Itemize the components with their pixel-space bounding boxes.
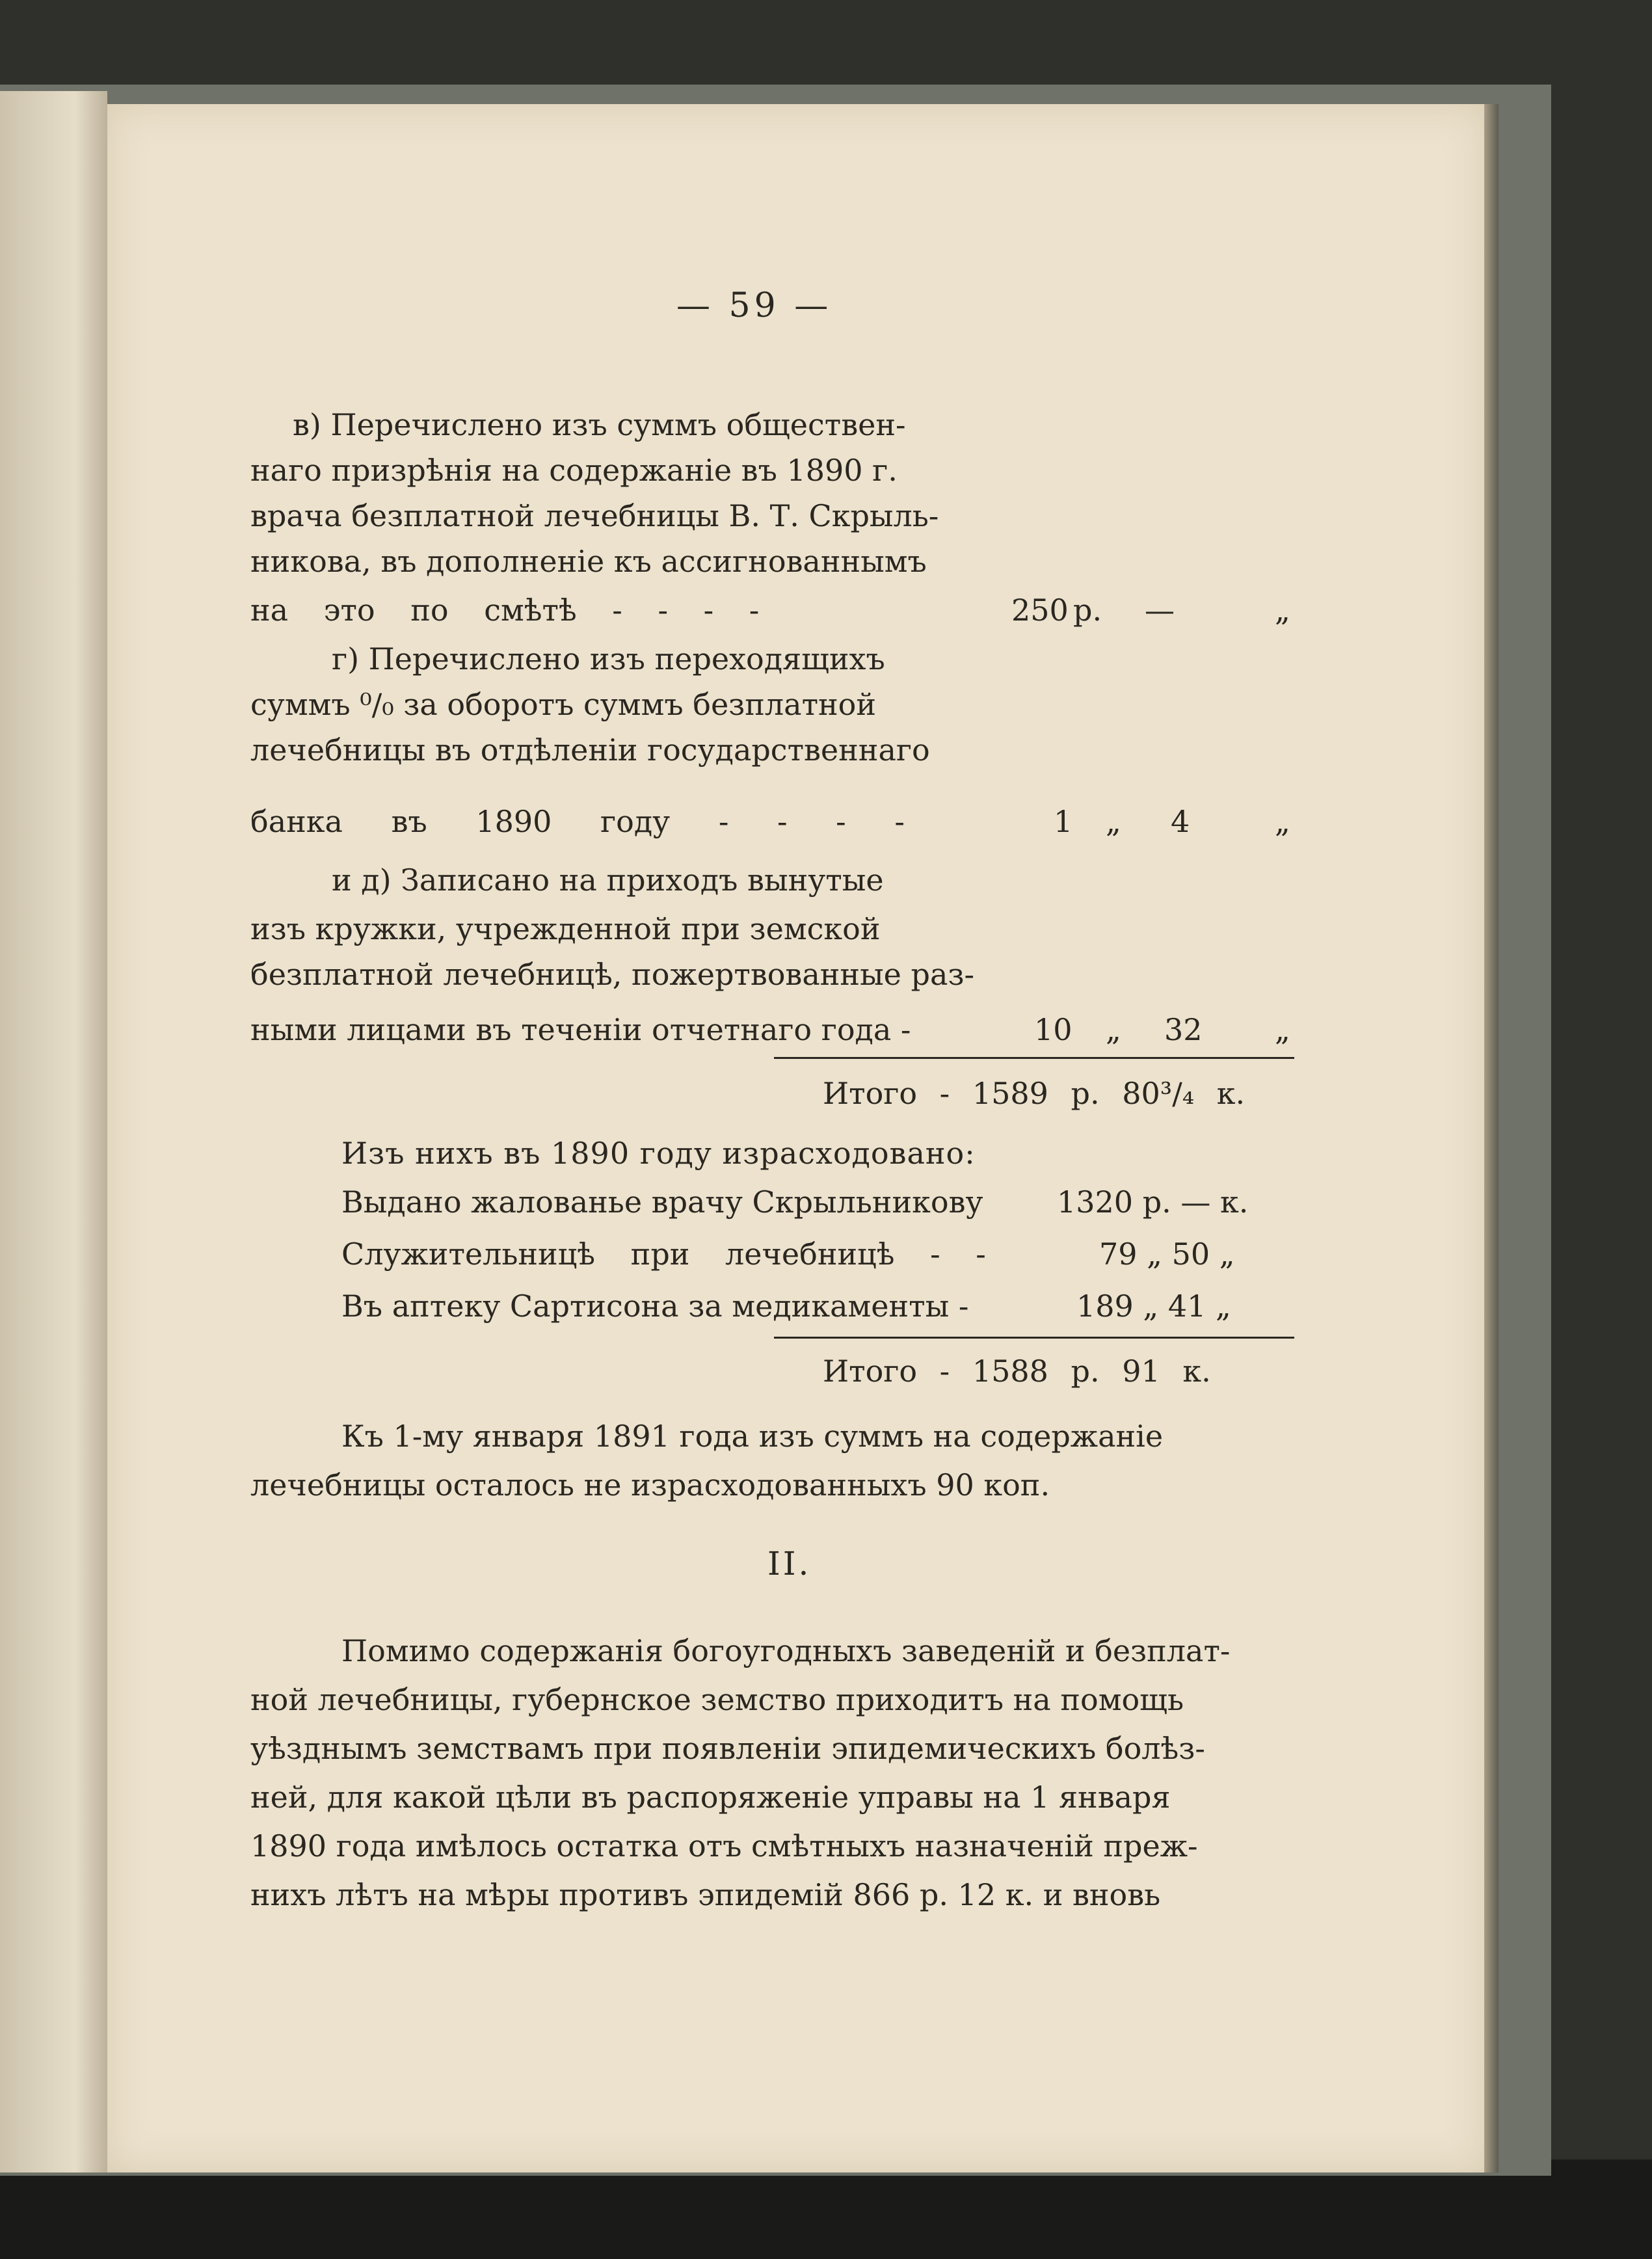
text-line: Помимо содержанія богоугодныхъ заведеній и безплат- [341, 1633, 1231, 1668]
amount-kopecks: 32 [1164, 1012, 1203, 1047]
amount-rubles: 1 [1054, 804, 1073, 839]
sum-rule [774, 1337, 1294, 1339]
amount-unit: „ [1106, 804, 1121, 839]
section-heading: II. [767, 1545, 812, 1583]
expense-label: Служительницѣ при лечебницѣ - - [341, 1236, 986, 1272]
text-line: Къ 1-му января 1891 года изъ суммъ на содержаніе [341, 1419, 1164, 1454]
sum-rule [774, 1057, 1294, 1059]
text-line: г) Перечислено изъ переходящихъ [332, 641, 885, 676]
page-edge-shadow [1484, 104, 1499, 2172]
text-line: лечебницы осталось не израсходованныхъ 90 коп. [250, 1467, 1050, 1503]
amount-ditto: „ [1275, 804, 1290, 839]
text-line: на это по смѣтѣ - - - - [250, 593, 760, 628]
spent-intro: Изъ нихъ въ 1890 году израсходовано: [341, 1136, 976, 1171]
expense-label: Выдано жалованье врачу Скрыльникову [341, 1184, 983, 1220]
text-line: лечебницы въ отдѣленіи государственнаго [250, 732, 930, 768]
text-line: наго призрѣнія на содержаніе въ 1890 г. [250, 453, 898, 488]
page-number: — 59 — [676, 286, 833, 325]
amount-unit: „ [1106, 1012, 1121, 1047]
expense-label: Въ аптеку Сартисона за медикаменты - [341, 1289, 969, 1324]
text-line: суммъ ⁰/₀ за оборотъ суммъ безплатной [250, 687, 877, 722]
text-line: в) Перечислено изъ суммъ обществен- [293, 407, 906, 442]
text-line: врача безплатной лечебницы В. Т. Скрыль- [250, 498, 939, 533]
expense-amount: 79 „ 50 „ [1099, 1236, 1235, 1272]
amount-ditto: „ [1275, 1012, 1290, 1047]
text-line: уѣзднымъ земствамъ при появленіи эпидемическихъ болѣз- [250, 1731, 1205, 1766]
text-line: никова, въ дополненіе къ ассигнованнымъ [250, 544, 927, 579]
text-line: ней, для какой цѣли въ распоряженіе управы на 1 января [250, 1780, 1171, 1815]
text-line: 1890 года имѣлось остатка отъ смѣтныхъ назначеній преж- [250, 1828, 1198, 1864]
amount-rubles: 10 [1034, 1012, 1072, 1047]
amount-ditto: „ [1275, 593, 1290, 628]
text-line: и д) Записано на приходъ вынутые [332, 862, 884, 898]
text-line: банка въ 1890 году - - - - [250, 804, 905, 839]
text-line: ными лицами въ теченіи отчетнаго года - [250, 1012, 911, 1047]
total-line: Итого - 1589 р. 80³/₄ к. [823, 1076, 1246, 1111]
total-line: Итого - 1588 р. 91 к. [823, 1354, 1211, 1389]
text-line: изъ кружки, учрежденной при земской [250, 911, 881, 946]
text-line: ной лечебницы, губернское земство приходитъ на помощь [250, 1682, 1184, 1717]
text-line: безплатной лечебницѣ, пожертвованные раз- [250, 957, 975, 992]
expense-amount: 189 „ 41 „ [1076, 1289, 1231, 1324]
amount-kopecks: — [1145, 593, 1175, 628]
amount-rubles: 250 [1011, 593, 1069, 628]
expense-amount: 1320 р. — к. [1057, 1184, 1249, 1220]
amount-kopecks: 4 [1171, 804, 1190, 839]
left-page-edge [0, 91, 107, 2172]
amount-unit: р. [1073, 593, 1102, 628]
text-line: нихъ лѣтъ на мѣры противъ эпидемій 866 р. 12 к. и вновь [250, 1877, 1161, 1912]
